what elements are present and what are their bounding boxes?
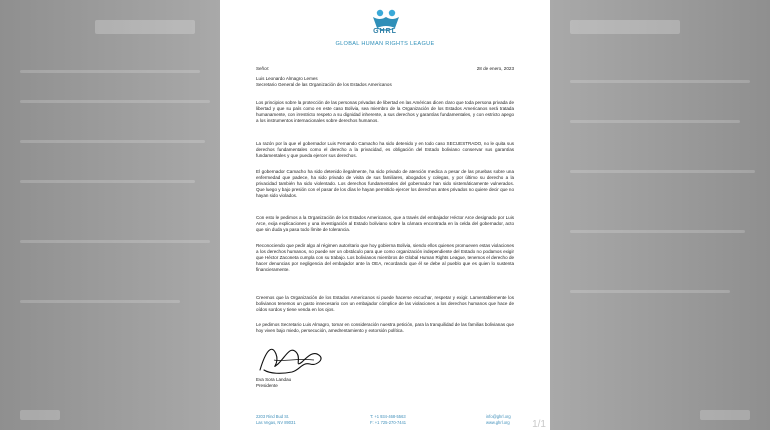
letter-paragraph: Reconociendo que pedir algo al régimen autoritario que hoy gobierna Bolivia, siendo ellos quienes promueven estas violaciones a los derechos humanos, no puede ser un obstáculo para que como organización independiente del Estado no podamos exigir que Héctor Zaconeta cumpla con su trabajo. Los bolivianos miembros de Global Human Rights League, tenemos el derecho de hacer denuncias por negligencia del embajador ante la OEA, recordando que él se debe al pueblo que es quien lo sustenta financieramente. bbox=[256, 243, 514, 273]
letter-page bbox=[220, 0, 550, 430]
letter-paragraph: Los principios sobre la protección de las personas privadas de libertad en las Américas dicen claro que toda persona privada de libertad y que su país como en este caso Bolivia, sea miembro de la Organización de los Estados Americanos será tratada humanamente, con irrestricto respeto a su dignidad inherente, a sus derechos y garantías fundamentales, y con estricto apego a los instrumentos internacionales sobre derechos humanos. bbox=[256, 100, 514, 124]
blurred-background-right bbox=[550, 0, 770, 430]
footer-email[interactable]: info@ghrl.org bbox=[486, 414, 511, 419]
logo-text: GHRL bbox=[373, 28, 397, 35]
blurred-background-left bbox=[0, 0, 220, 430]
blurred-shape bbox=[570, 290, 730, 293]
signer-name: Eva Sora Landau bbox=[256, 377, 292, 382]
blurred-shape bbox=[570, 80, 750, 83]
letter-paragraph: Creemos que la Organización de los Estados Americanos si puede hacerse escuchar, respetar y exigir. Lamentablemente los bolivianos tenemos un gasto innecesario con un embajador cómplice de las violaciones a los derechos humanos que hace de oídos sordos y tiene venda en los ojos. bbox=[256, 295, 514, 313]
letter-paragraph: El gobernador Camacho ha sido detenido ilegalmente, ha sido privado de atención medica a pesar de las pruebas sobre una enfermedad que padece, ha sido privado de visita de sus familiares, abogados y colegas, y por último su derecho a la privacidad también ha sido violentado. Los derechos fundamentales del gobernador han sido sistemáticamente vulnerados. Que luego y bajo presión con el pasar de los días le hayan permitido ejercer los derechos antes privados no quiere decir que no hayan sido violados. bbox=[256, 169, 514, 199]
blurred-shape bbox=[20, 180, 195, 183]
footer-phone: T: +1 934-468-5563 bbox=[370, 414, 406, 419]
footer-address-line: Las Vegas, NV 89031 bbox=[256, 420, 296, 425]
footer-address bbox=[256, 414, 296, 426]
footer-fax: F: +1 725-270-7441 bbox=[370, 420, 407, 425]
organization-name: GLOBAL HUMAN RIGHTS LEAGUE bbox=[335, 41, 435, 47]
blurred-shape bbox=[570, 20, 680, 34]
blurred-shape bbox=[700, 410, 750, 420]
letter-paragraph: Con esto le pedimos a la Organización de los Estados Americanos, que a través del embajador Héctor Arce designado por Luis Arce, exija explicaciones y una investigación al Estado boliviano sobre la cámara encontrada en la celda del gobernador, acto que sin duda ya pasa todo límite de tolerancia. bbox=[256, 215, 514, 233]
footer-phones bbox=[370, 414, 406, 426]
blurred-shape bbox=[95, 20, 195, 34]
footer-website[interactable]: www.ghrl.org bbox=[486, 420, 510, 425]
footer-contact bbox=[486, 414, 511, 426]
recipient-title: Secretario General de las Organización de los Estados Americanos bbox=[256, 82, 392, 87]
blurred-shape bbox=[570, 230, 745, 233]
signature-icon bbox=[256, 340, 328, 380]
letter-paragraph: Le pedimos Secretario Luis Almagro, tomar en consideración nuestra petición, para la tranquilidad de las familias bolivianas que hoy viven bajo miedo, persecución, amedrentamiento y extorsión política. bbox=[256, 322, 514, 334]
blurred-shape bbox=[20, 70, 200, 73]
blurred-shape bbox=[20, 410, 60, 420]
letter-paragraph: La razón por la que el gobernador Luis Fernando Camacho ha sido detenido y en todo caso SECUESTRADO, no le quita sus derechos fundamentales como el derecho a la privacidad, es obligación del Estado boliviano conservar sus garantías fundamentales y que pueda ejercer sus derechos. bbox=[256, 141, 514, 159]
recipient-name: Luis Leonardo Almagro Lemes bbox=[256, 76, 318, 81]
footer-address-line: 2203 Rind Bud St. bbox=[256, 414, 290, 419]
blurred-shape bbox=[20, 300, 180, 303]
blurred-shape bbox=[20, 100, 210, 103]
page-indicator: 1/1 bbox=[532, 419, 546, 430]
blurred-shape bbox=[20, 140, 205, 143]
blurred-shape bbox=[570, 170, 755, 173]
salutation: Señor: bbox=[256, 66, 270, 71]
blurred-shape bbox=[20, 240, 210, 243]
letter-date: 28 de enero, 2023 bbox=[476, 66, 514, 71]
blurred-shape bbox=[570, 120, 740, 123]
signer-title: Presidente bbox=[256, 383, 278, 388]
